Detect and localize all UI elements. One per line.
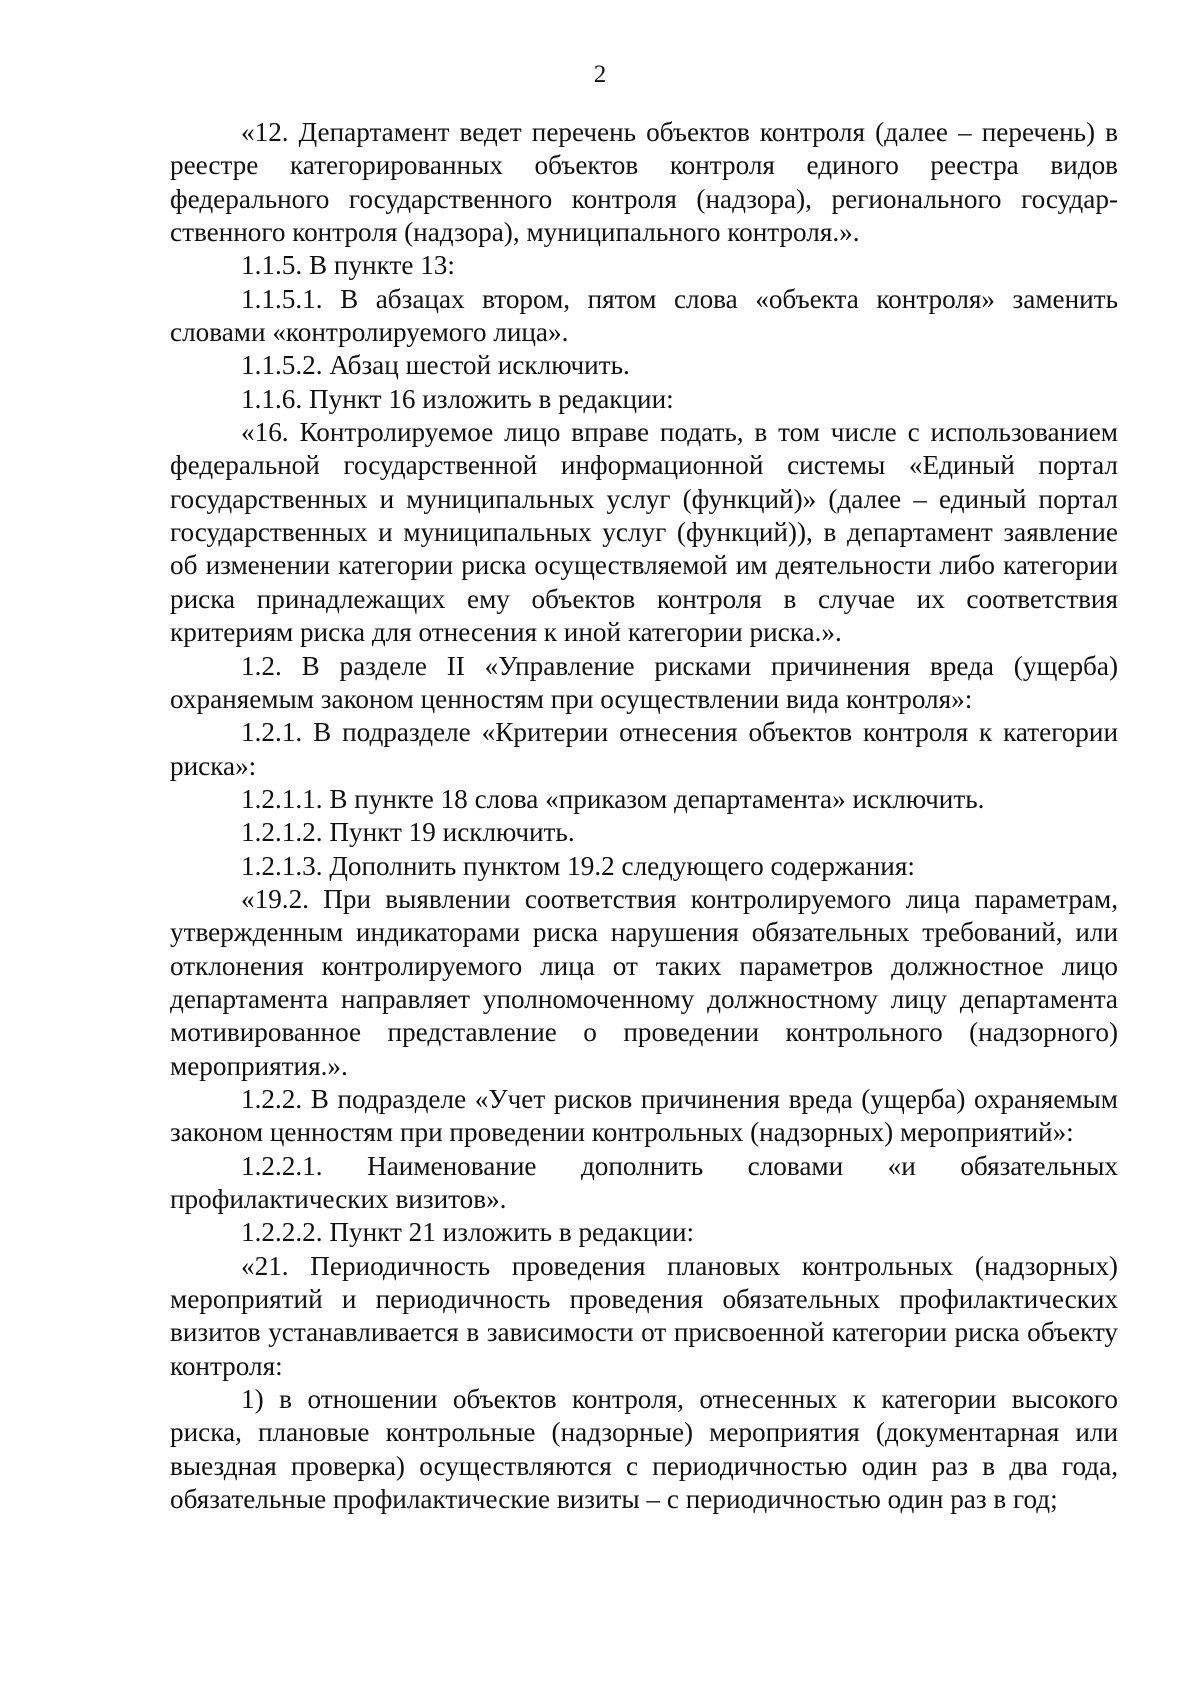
paragraph-12: «12. Департамент ведет перечень объектов контроля (далее – перечень) в реестре категорированных объектов контроля единого реестра видов федерального государственного контроля (надзора), регионального государственного контроля (надзора), муниципального контроля.». [170, 117, 1118, 248]
paragraph-1-2-1-1: 1.2.1.1. В пункте 18 слова «приказом департамента» исключить. [241, 783, 985, 814]
paragraph-16: «16. Контролируемое лицо вправе подать, в том числе с использованием федеральной государственной информационной системы «Единый портал государственных и муниципальных услуг (функций)» (далее – единый портал государственных и муниципальных услуг (функций)), в департамент заявление об изменении категории риска осуществляемой им деятельности либо категории риска принадлежащих ему объектов контроля в случае их соответствия критериям риска для отнесения к иной категории риска.». [170, 417, 1118, 648]
paragraph-1-2-2-1: 1.2.2.1. Наименование дополнить словами «и обязательных [241, 1150, 1118, 1181]
paragraph-19-2: «19.2. При выявлении соответствия контролируемого лица параметрам, утвержденным индикаторами риска нарушения обязательных требований, или отклонения контролируемого лица от таких параметров должностное лицо департамента направляет уполномоченному должностному лицу департамента мотивированное представление о проведении контрольного (надзорного) мероприятия.». [170, 883, 1118, 1081]
document-body [170, 116, 1118, 1516]
paragraph-1-2-1: 1.2.1. В подразделе «Критерии отнесения объектов контроля к категории риска»: [170, 717, 1118, 781]
page-number: 2 [593, 61, 607, 88]
paragraph-1-2-1-3: 1.2.1.3. Дополнить пунктом 19.2 следующего содержания: [241, 850, 915, 881]
paragraph-1-1-5-2: 1.1.5.2. Абзац шестой исключить. [241, 350, 630, 381]
paragraph-1-2-2: 1.2.2. В подразделе «Учет рисков причинения вреда (ущерба) охраняемым законом ценностям при проведении контрольных (надзорных) мероприятий»: [170, 1083, 1118, 1148]
paragraph-1-1-5: 1.1.5. В пункте 13: [241, 250, 455, 281]
paragraph-1-1-6: 1.1.6. Пункт 16 изложить в редакции: [241, 383, 674, 414]
paragraph-1-2-1-2: 1.2.1.2. Пункт 19 исключить. [241, 817, 575, 848]
paragraph-1-1-5-1: 1.1.5.1. В абзацах втором, пятом слова «объекта контроля» заменить словами «контролируемого лица». [170, 283, 1118, 348]
paragraph-1-2-2-1-continued: профилактических визитов». [170, 1184, 507, 1214]
paragraph-21: «21. Периодичность проведения плановых контрольных (надзорных) мероприятий и периодичность проведения обязательных профилактических визитов устанавливается в зависимости от присвоенной категории риска объекту контроля: [170, 1250, 1118, 1381]
paragraph-21-item-1: 1) в отношении объектов контроля, отнесенных к категории высокого риска, плановые контрольные (надзорные) мероприятия (документарная или выездная проверка) осуществляются с периодичностью один раз в два года, обязательные профилактические визиты – с периодичностью один раз в год; [170, 1384, 1118, 1515]
paragraph-1-2: 1.2. В разделе II «Управление рисками причинения вреда (ущерба) охраняемым законом ценностям при осуществлении вида контроля»: [170, 650, 1118, 714]
paragraph-1-2-2-2: 1.2.2.2. Пункт 21 изложить в редакции: [241, 1217, 695, 1248]
